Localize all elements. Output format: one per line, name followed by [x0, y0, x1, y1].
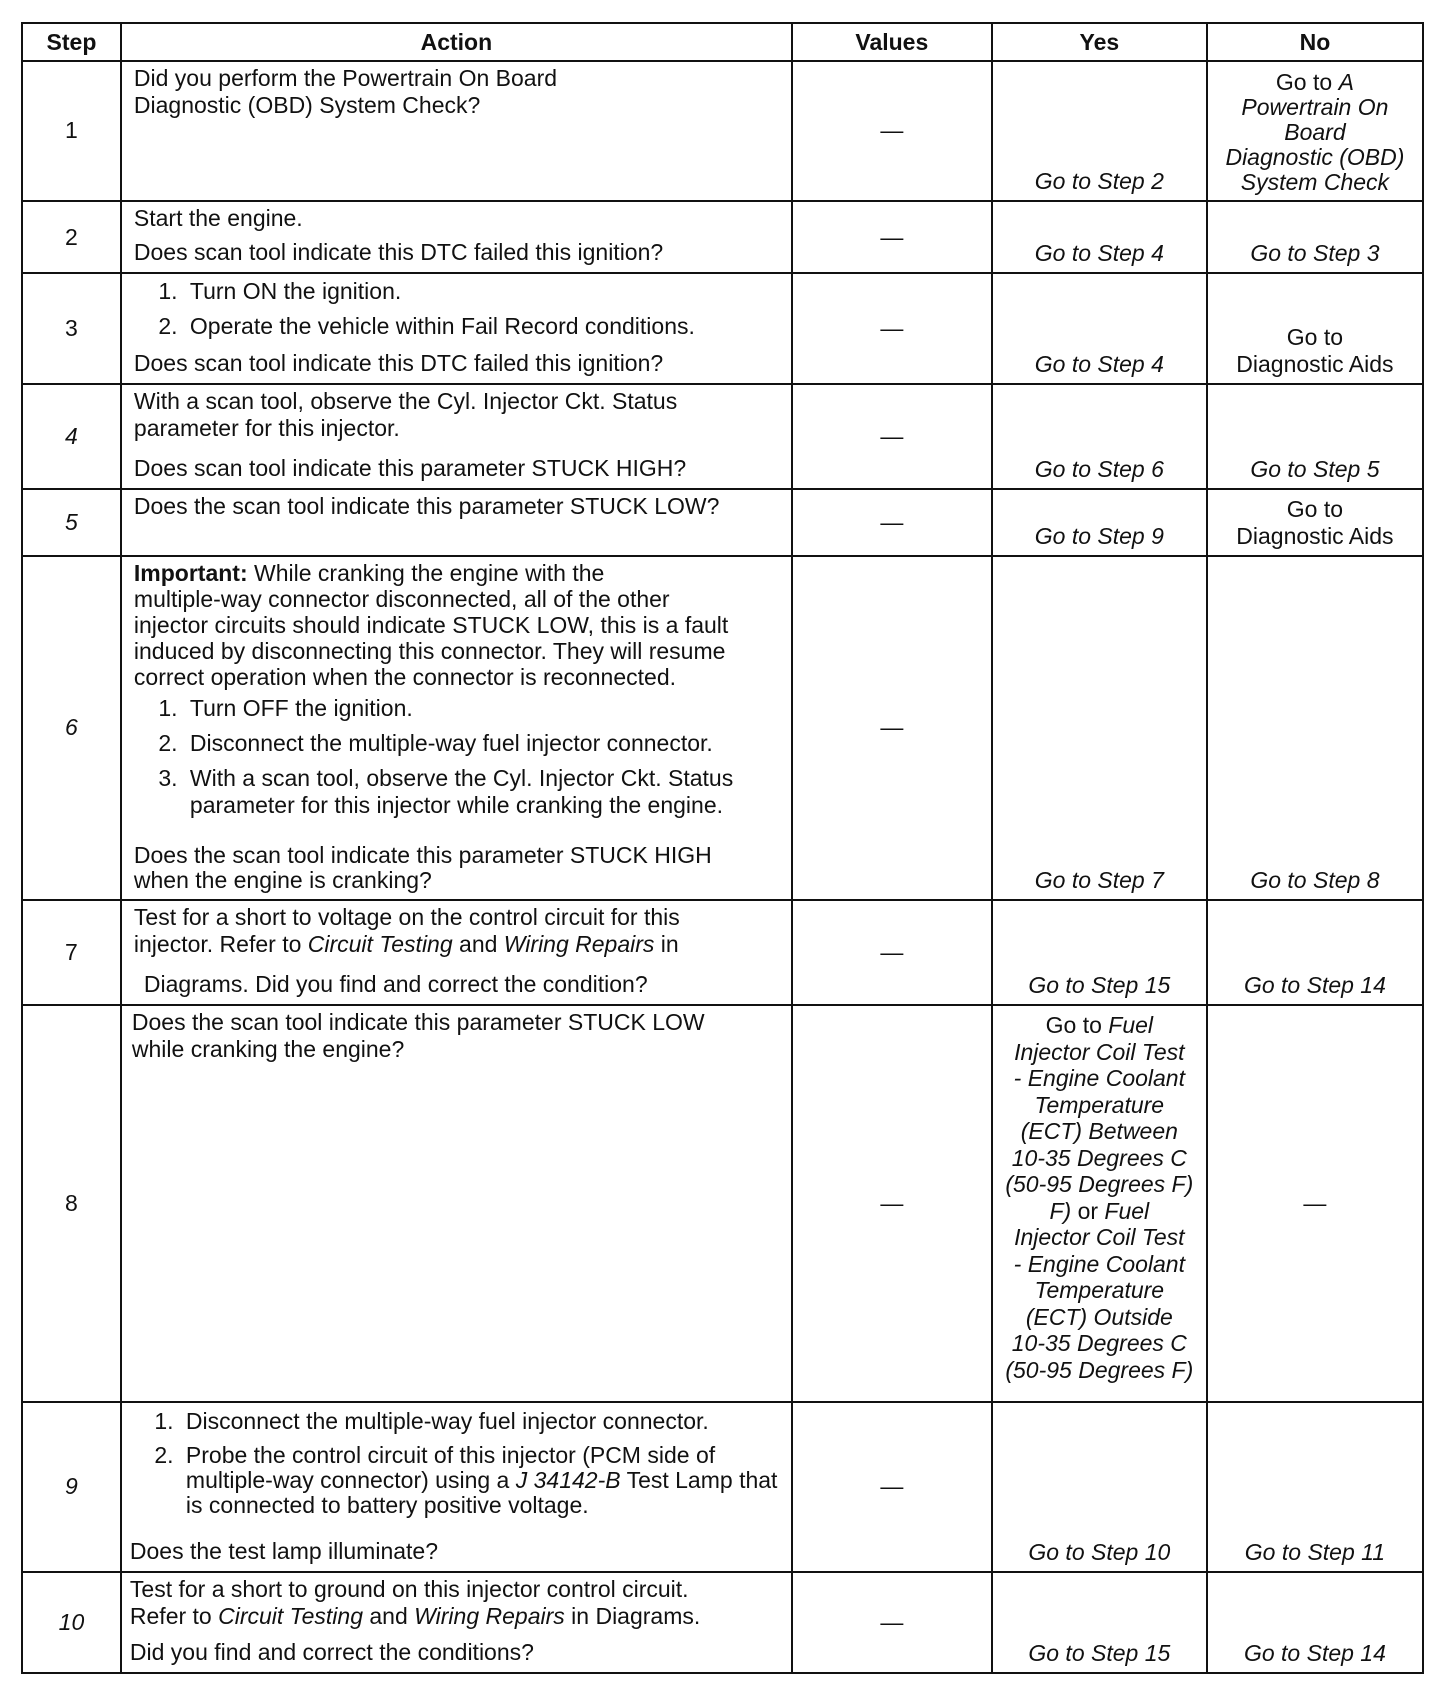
table-row [22, 1005, 1423, 1402]
no-cell [1207, 61, 1423, 201]
header-action: Action [121, 23, 792, 61]
yes-link-text: (50-95 Degrees F) [1005, 1171, 1194, 1198]
yes-link[interactable]: Go to Step 10 [1028, 1538, 1171, 1565]
action-text: Did you perform the Powertrain On Board [133, 65, 558, 91]
header-yes: Yes [992, 23, 1207, 61]
action-text: Test for a short to ground on this injector control circuit. [129, 1575, 689, 1602]
action-cell [121, 900, 792, 1005]
action-cell [121, 273, 792, 383]
no-cell [1207, 556, 1423, 900]
action-text: With a scan tool, observe the Cyl. Injector Ckt. Status [133, 387, 678, 414]
table-row [22, 900, 1423, 1005]
no-link[interactable]: Go to Step 14 [1243, 972, 1386, 999]
list-item: 1. Disconnect the multiple-way fuel injector connector. [180, 1408, 781, 1435]
yes-link[interactable]: Go to Step 9 [1034, 522, 1164, 549]
wiring-repairs-link[interactable]: Wiring Repairs [414, 1602, 565, 1629]
action-text [134, 931, 781, 958]
yes-cell [992, 201, 1207, 274]
step-number: 2 [22, 201, 121, 274]
action-question: Does the scan tool indicate this parameter STUCK LOW? [133, 493, 720, 520]
step-number: 5 [22, 489, 121, 556]
no-prefix: Go to [1286, 495, 1344, 522]
action-cell [121, 61, 792, 201]
values-cell: — [792, 489, 992, 556]
no-cell [1207, 1402, 1423, 1572]
note-text: correct operation when the connector is reconnected. [133, 663, 677, 690]
yes-link-text: Injector Coil Test [1014, 1038, 1185, 1065]
yes-link-text: - Engine Coolant [1013, 1065, 1185, 1092]
important-label: Important: [133, 559, 248, 586]
no-cell [1207, 201, 1423, 274]
header-step: Step [22, 23, 121, 61]
list-item [180, 1443, 781, 1518]
step-number: 4 [22, 384, 121, 489]
action-cell [121, 489, 792, 556]
no-link-text: A [1338, 68, 1354, 95]
note-text: induced by disconnecting this connector. They will resume [133, 637, 726, 664]
yes-link[interactable]: Go to Step 4 [1034, 350, 1164, 377]
no-link[interactable]: Go to Step 8 [1250, 866, 1380, 893]
yes-link-text: (50-95 Degrees F) [1005, 1356, 1194, 1383]
text-span: and [452, 930, 504, 957]
action-steps [134, 278, 781, 348]
yes-prefix: Go to [1045, 1012, 1102, 1039]
no-link[interactable]: Go to Step 3 [1250, 240, 1380, 267]
action-question: Does the test lamp illuminate? [129, 1537, 439, 1564]
yes-link-text: F) [1049, 1197, 1072, 1224]
no-cell [1207, 1572, 1423, 1673]
action-text: Test for a short to voltage on the control circuit for this [133, 903, 680, 930]
no-link[interactable] [1208, 321, 1422, 383]
yes-link[interactable]: Go to Step 6 [1034, 456, 1164, 483]
action-cell [121, 1402, 792, 1572]
action-steps [130, 1408, 781, 1526]
yes-link-text: 10-35 Degrees C [1011, 1330, 1187, 1357]
values-cell: — [792, 61, 992, 201]
step-number: 6 [22, 556, 121, 900]
yes-link-text: Temperature [1034, 1277, 1165, 1304]
step-number: 8 [22, 1005, 121, 1402]
diagnostic-table [21, 22, 1424, 1674]
values-cell: — [792, 1402, 992, 1572]
header-no: No [1207, 23, 1423, 61]
values-cell: — [792, 201, 992, 274]
no-link-text: Board [1284, 118, 1346, 145]
step-number: 3 [22, 273, 121, 383]
action-cell [121, 201, 792, 274]
table-row [22, 201, 1423, 274]
tool-reference: J 34142-B [515, 1466, 621, 1493]
no-cell [1207, 273, 1423, 383]
yes-cell [992, 273, 1207, 383]
yes-link-text: Temperature [1034, 1091, 1165, 1118]
yes-cell [992, 556, 1207, 900]
yes-cell [992, 1005, 1207, 1402]
values-cell: — [792, 1572, 992, 1673]
no-link[interactable]: Go to Step 5 [1250, 456, 1380, 483]
table-row [22, 273, 1423, 383]
yes-link[interactable] [993, 1006, 1206, 1388]
action-question: Did you find and correct the conditions? [129, 1639, 534, 1665]
yes-link-text: Fuel [1104, 1197, 1150, 1224]
text-span: and [363, 1602, 415, 1629]
text-span: in [654, 930, 679, 957]
step-number: 7 [22, 900, 121, 1005]
yes-cell [992, 1402, 1207, 1572]
table-row [22, 556, 1423, 900]
action-question: while cranking the engine? [131, 1036, 405, 1063]
no-cell [1207, 900, 1423, 1005]
step-number: 9 [22, 1402, 121, 1572]
list-item: 2. Operate the vehicle within Fail Record conditions. [184, 313, 781, 340]
action-question [134, 843, 781, 893]
table-row [22, 384, 1423, 489]
text-span: Test Lamp that is connected to battery positive voltage. [185, 1466, 778, 1518]
list-item: 1. Turn ON the ignition. [184, 278, 781, 305]
yes-link[interactable]: Go to Step 7 [1034, 866, 1164, 893]
no-cell [1207, 489, 1423, 556]
yes-link[interactable]: Go to Step 15 [1028, 972, 1171, 999]
no-prefix: Go to [1286, 323, 1344, 350]
yes-cell [992, 900, 1207, 1005]
action-question: Does scan tool indicate this parameter STUCK HIGH? [133, 455, 687, 482]
values-cell: — [792, 1005, 992, 1402]
action-text: Start the engine. [133, 204, 303, 231]
no-link[interactable]: Go to Step 14 [1243, 1640, 1386, 1666]
action-text [130, 1603, 781, 1630]
action-text: parameter for this injector. [133, 414, 400, 441]
no-link[interactable] [1208, 67, 1422, 200]
action-cell [121, 384, 792, 489]
values-cell: — [792, 384, 992, 489]
no-link-text: Diagnostic (OBD) [1225, 143, 1405, 170]
list-item: 3. With a scan tool, observe the Cyl. Injector Ckt. Status parameter for this injector while cranking the engine. [184, 765, 781, 819]
yes-or: or [1071, 1197, 1105, 1224]
no-link-text: Powertrain On [1241, 93, 1389, 120]
circuit-testing-link[interactable]: Circuit Testing [307, 930, 453, 957]
table-row [22, 1402, 1423, 1572]
text-span: Refer to [129, 1602, 219, 1629]
yes-cell [992, 489, 1207, 556]
yes-link-text: - Engine Coolant [1013, 1250, 1185, 1277]
yes-link-text: (ECT) Between [1020, 1118, 1178, 1145]
text-span: in Diagrams. [564, 1602, 701, 1629]
yes-cell [992, 61, 1207, 201]
yes-link-text: Injector Coil Test [1014, 1224, 1185, 1251]
action-text: Diagnostic (OBD) System Check? [133, 92, 481, 118]
question-text: Does the scan tool indicate this parameter STUCK HIGH [133, 841, 712, 868]
action-question: Diagrams. Did you find and correct the condition? [143, 971, 648, 998]
yes-cell [992, 1572, 1207, 1673]
text-span: Probe the control circuit of this injector (PCM side of multiple-way connector) using a [185, 1441, 716, 1493]
action-cell [121, 1572, 792, 1673]
no-link[interactable]: Go to Step 11 [1244, 1538, 1386, 1565]
wiring-repairs-link[interactable]: Wiring Repairs [503, 930, 655, 957]
action-cell [121, 556, 792, 900]
values-cell: — [792, 900, 992, 1005]
note-text: While cranking the engine with the [247, 559, 605, 586]
no-cell [1207, 384, 1423, 489]
note-text: multiple-way connector disconnected, all of the other [133, 585, 670, 612]
action-question: Does the scan tool indicate this parameter STUCK LOW [131, 1009, 705, 1036]
yes-link-text: 10-35 Degrees C [1011, 1144, 1187, 1171]
no-link-text: System Check [1240, 168, 1390, 195]
step-number: 1 [22, 61, 121, 201]
no-link-text: Diagnostic Aids [1236, 350, 1394, 377]
action-question: Does scan tool indicate this DTC failed this ignition? [133, 349, 664, 376]
yes-link[interactable]: Go to Step 4 [1034, 240, 1164, 267]
text-span: injector. Refer to [133, 930, 308, 957]
yes-link[interactable]: Go to Step 2 [1034, 167, 1164, 194]
list-item: 1. Turn OFF the ignition. [184, 695, 781, 722]
yes-link-text: (ECT) Outside [1025, 1303, 1173, 1330]
action-question: Does scan tool indicate this DTC failed this ignition? [133, 239, 664, 266]
yes-cell [992, 384, 1207, 489]
list-item: 2. Disconnect the multiple-way fuel injector connector. [184, 730, 781, 757]
question-text: when the engine is cranking? [133, 866, 432, 893]
action-cell [121, 1005, 792, 1402]
circuit-testing-link[interactable]: Circuit Testing [218, 1602, 363, 1629]
yes-link-text: Fuel [1108, 1012, 1154, 1039]
important-note [134, 560, 781, 690]
header-values: Values [792, 23, 992, 61]
yes-link[interactable]: Go to Step 15 [1028, 1640, 1171, 1666]
action-steps [134, 695, 781, 819]
table-row [22, 61, 1423, 201]
header-row [22, 23, 1423, 61]
no-prefix: Go to [1275, 68, 1333, 95]
step-number: 10 [22, 1572, 121, 1673]
note-text: injector circuits should indicate STUCK LOW, this is a fault [133, 611, 729, 638]
no-cell: — [1207, 1005, 1423, 1402]
values-cell: — [792, 273, 992, 383]
no-link-text: Diagnostic Aids [1236, 522, 1394, 549]
table-row [22, 1572, 1423, 1673]
table-row [22, 489, 1423, 556]
no-link[interactable] [1208, 493, 1422, 555]
values-cell: — [792, 556, 992, 900]
